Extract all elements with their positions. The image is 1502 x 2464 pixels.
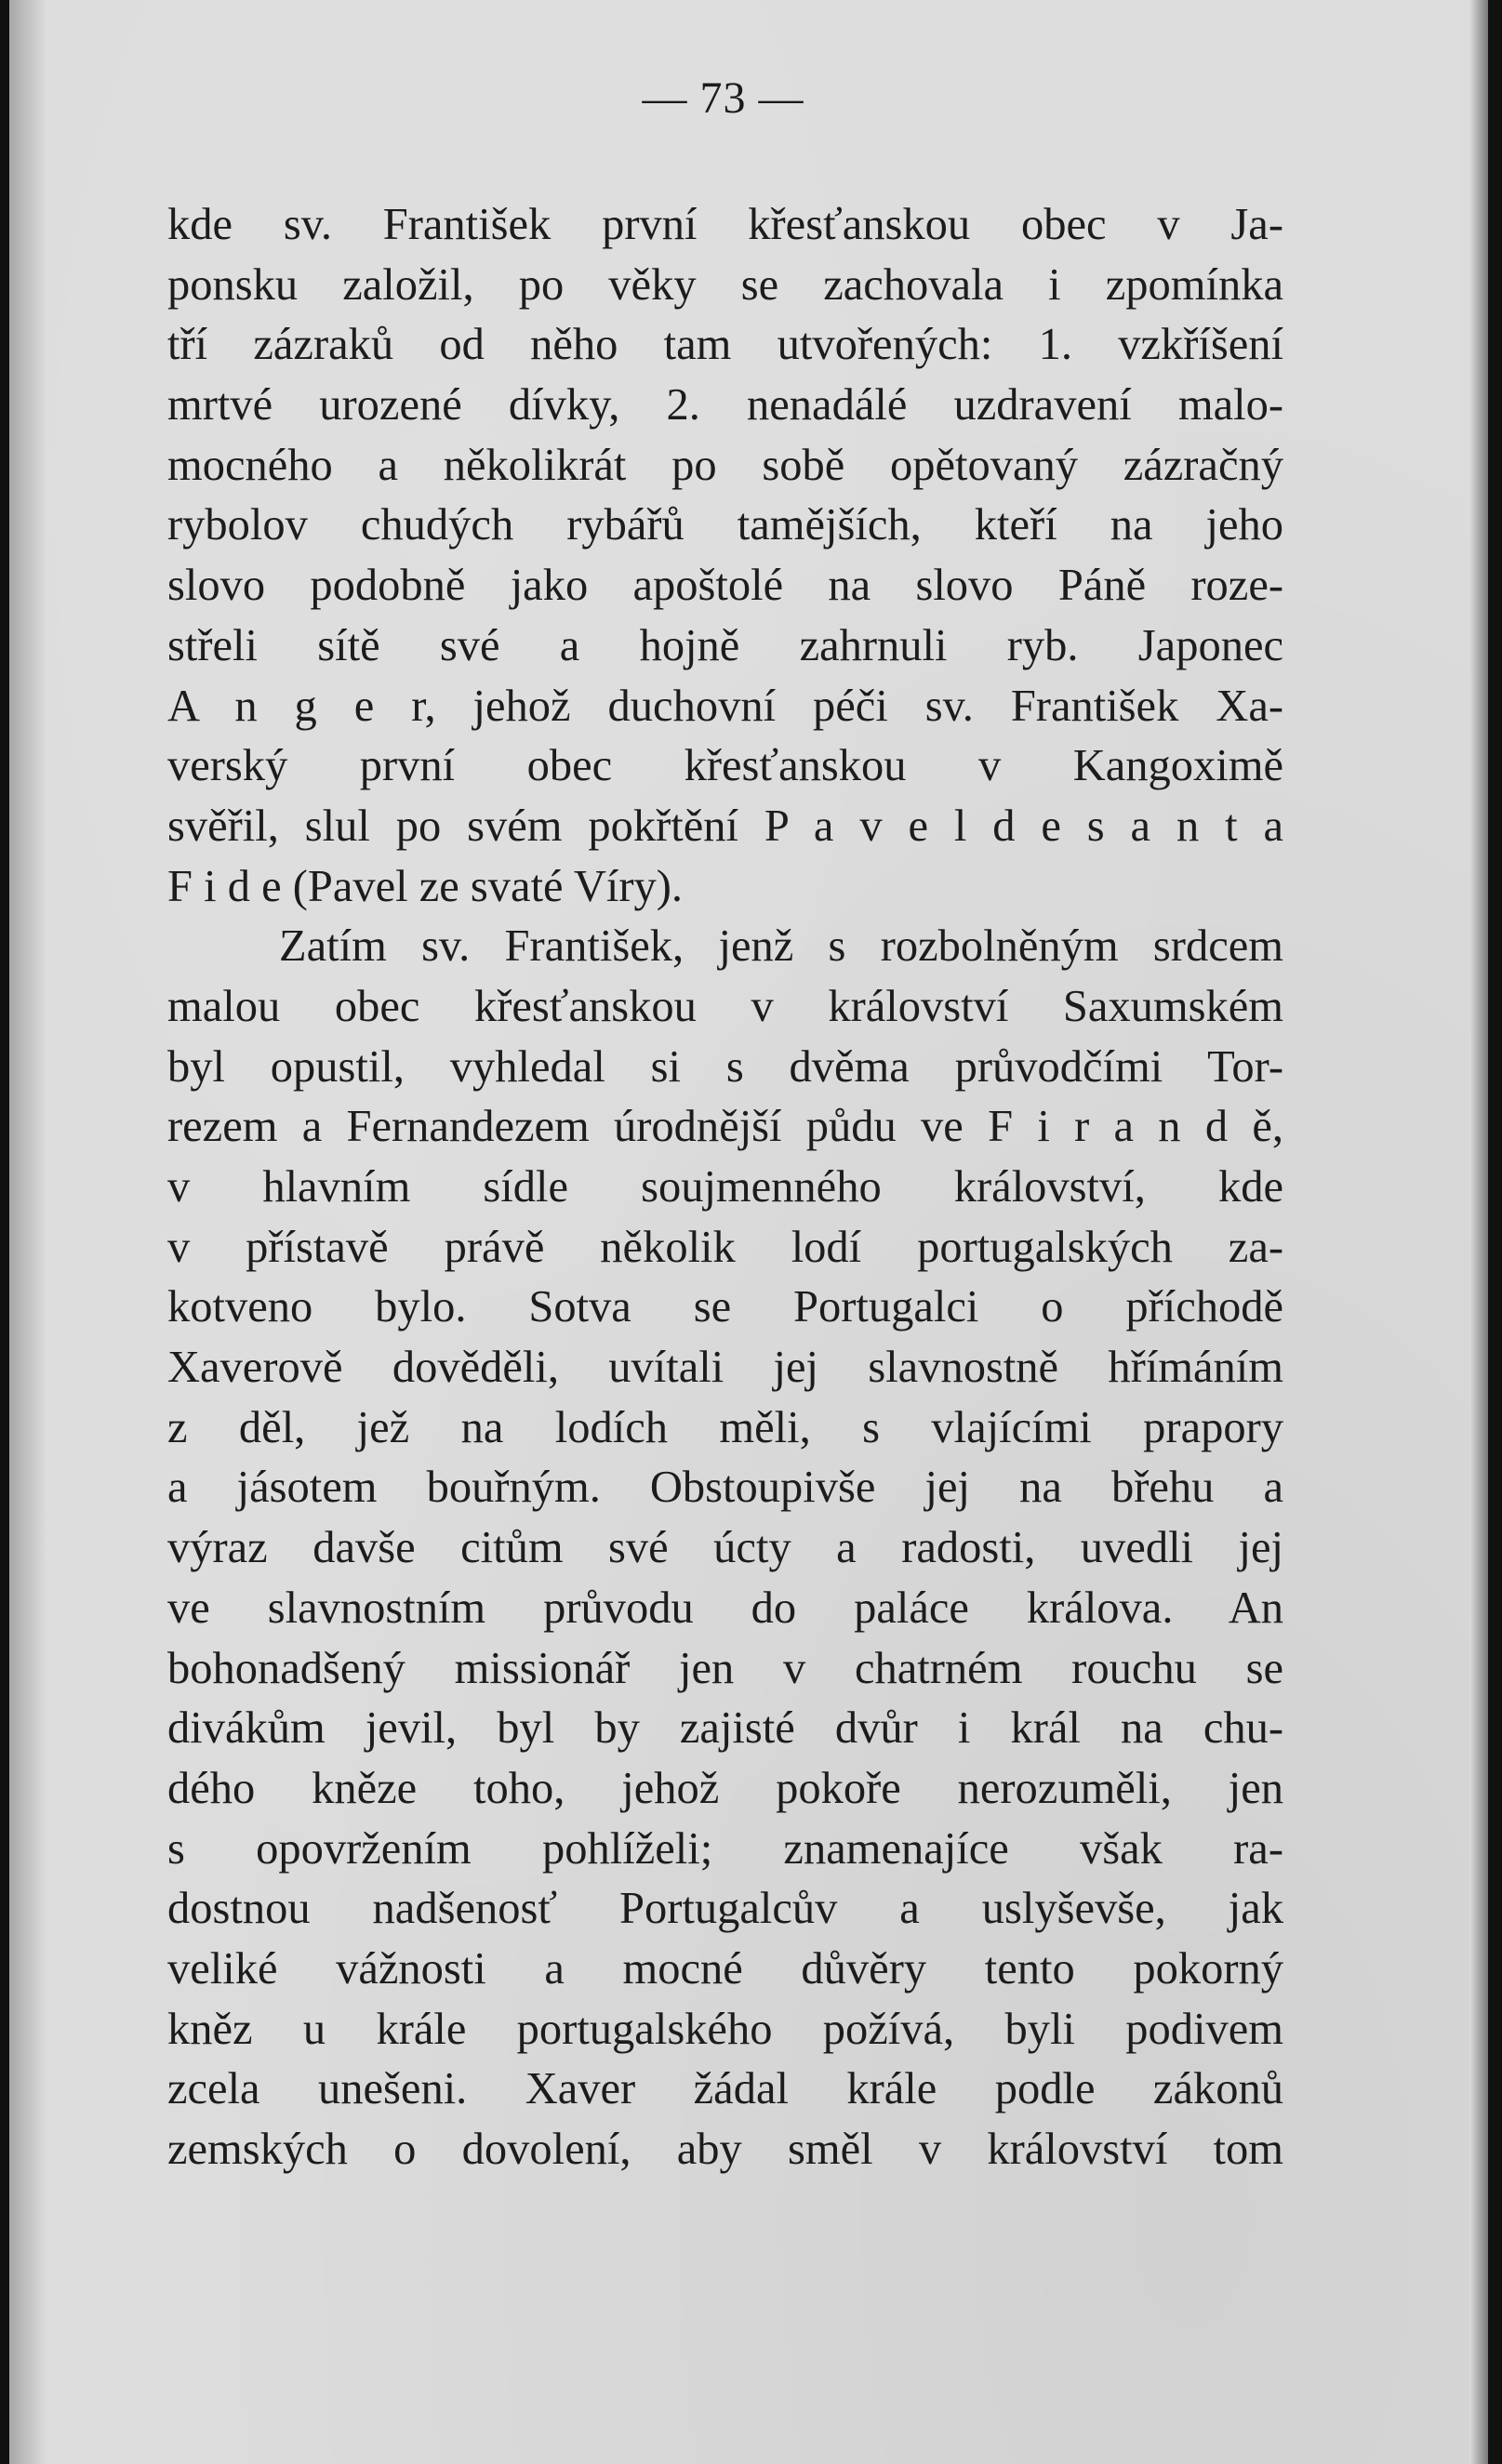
book-page	[9, 0, 1488, 2464]
page-number: — 73 —	[642, 73, 804, 123]
text-line: z děl, jež na lodích měli, s vlajícími prapory	[167, 1402, 1283, 1452]
text-line: slovo podobně jako apoštolé na slovo Páně roze-	[167, 561, 1283, 611]
text-line: v hlavním sídle soujmenného království, kde	[167, 1162, 1283, 1212]
page-right-edge-shadow	[1469, 0, 1488, 2464]
text-line: veliké vážnosti a mocné důvěry tento pokorný	[167, 1943, 1283, 1994]
text-line: mocného a několikrát po sobě opětovaný zázračný	[167, 440, 1283, 490]
text-line: malou obec křesťanskou v království Saxumském	[167, 981, 1283, 1031]
text-line: rezem a Fernandezem úrodnější půdu ve F i r a n d ě,	[167, 1102, 1283, 1152]
text-line: a jásotem bouřným. Obstoupivše jej na břehu a	[167, 1463, 1283, 1513]
text-line: rybolov chudých rybářů tamějších, kteří na jeho	[167, 500, 1283, 550]
text-line: výraz davše citům své úcty a radosti, uvedli jej	[167, 1523, 1283, 1573]
text-line: mrtvé urozené dívky, 2. nenadálé uzdravení malo-	[167, 380, 1283, 431]
text-line: zcela unešeni. Xaver žádal krále podle zákonů	[167, 2064, 1283, 2114]
page-left-edge-shadow	[9, 0, 47, 2464]
text-line: zemských o dovolení, aby směl v království tom	[167, 2125, 1283, 2174]
text-line: s opovržením pohlíželi; znamenajíce však ra-	[167, 1823, 1283, 1874]
text-line: ponsku založil, po věky se zachovala i zpomínka	[167, 259, 1283, 310]
text-line: tří zázraků od něho tam utvořených: 1. vzkříšení	[167, 320, 1283, 370]
text-line: dého kněze toho, jehož pokoře nerozuměli, jen	[167, 1763, 1283, 1813]
text-line: kněz u krále portugalského požívá, byli podivem	[167, 2004, 1283, 2054]
text-line: svěřil, slul po svém pokřtění P a v e l d e s a n t a	[167, 801, 1283, 851]
text-line: verský první obec křesťanskou v Kangoximě	[167, 741, 1283, 791]
text-line: v přístavě právě několik lodí portugalských za-	[167, 1222, 1283, 1272]
text-line: bohonadšený missionář jen v chatrném rouchu se	[167, 1643, 1283, 1693]
text-line: A n g e r, jehož duchovní péči sv. František Xa-	[167, 681, 1283, 731]
text-line: ve slavnostním průvodu do paláce králova. An	[167, 1583, 1283, 1633]
body-text	[167, 195, 1283, 2180]
text-line-paragraph-start: Zatím sv. František, jenž s rozbolněným srdcem	[279, 921, 1283, 972]
text-line-paragraph-end: F i d e (Pavel ze svaté Víry).	[167, 861, 684, 911]
text-line: kde sv. František první křesťanskou obec v Ja-	[167, 200, 1283, 249]
text-line: kotveno bylo. Sotva se Portugalci o příchodě	[167, 1282, 1283, 1332]
text-line: divákům jevil, byl by zajisté dvůr i král na chu-	[167, 1703, 1283, 1754]
text-line: Xaverově dověděli, uvítali jej slavnostně hřímáním	[167, 1343, 1283, 1393]
text-line: dostnou nadšenosť Portugalcův a uslyševše, jak	[167, 1884, 1283, 1934]
text-line: střeli sítě své a hojně zahrnuli ryb. Japonec	[167, 620, 1283, 670]
text-line: byl opustil, vyhledal si s dvěma průvodčími Tor-	[167, 1041, 1283, 1092]
